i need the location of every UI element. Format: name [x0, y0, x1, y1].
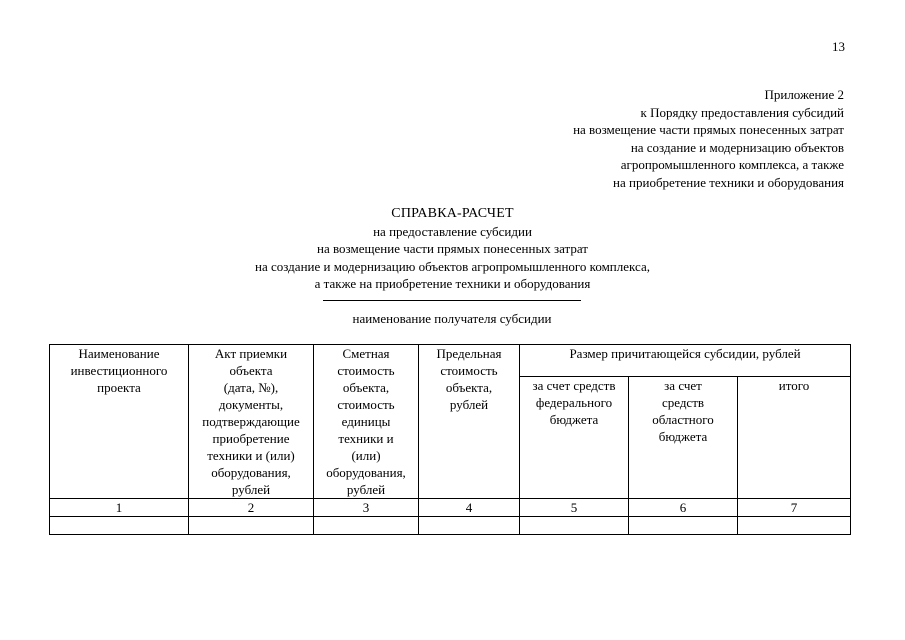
- title-line: на возмещение части прямых понесенных затрат: [317, 241, 588, 256]
- recipient-caption: наименование получателя субсидии: [352, 311, 552, 326]
- table-cell: [189, 517, 314, 535]
- column-number: 6: [629, 499, 738, 517]
- column-number: 2: [189, 499, 314, 517]
- header-limit-cost: Предельная стоимость объекта, рублей: [419, 345, 520, 499]
- table-cell: [520, 517, 629, 535]
- column-number: 5: [520, 499, 629, 517]
- title-line: а также на приобретение техники и оборудования: [314, 276, 591, 291]
- appendix-line: к Порядку предоставления субсидий: [640, 104, 844, 120]
- document-title: СПРАВКА-РАСЧЕТ: [391, 206, 514, 221]
- header-federal-budget: за счет средств федерального бюджета: [520, 376, 629, 498]
- appendix-header: [573, 86, 844, 191]
- appendix-line: Приложение 2: [764, 87, 844, 102]
- table-cell: [419, 517, 520, 535]
- table-header-row: [50, 345, 851, 377]
- calculation-table: [49, 344, 851, 535]
- header-acceptance-act: Акт приемки объекта (дата, №), документы, подтверждающие приобретение техники и (или) оборудования, рублей: [189, 345, 314, 499]
- header-estimated-cost: Сметная стоимость объекта, стоимость единицы техники и (или) оборудования, рублей: [314, 345, 419, 499]
- page-number: 13: [832, 39, 845, 54]
- column-number: 4: [419, 499, 520, 517]
- recipient-field: [323, 300, 581, 327]
- table-row: [50, 517, 851, 535]
- appendix-line: на создание и модернизацию объектов: [630, 139, 844, 155]
- title-line: на создание и модернизацию объектов агропромышленного комплекса,: [255, 258, 650, 274]
- table-cell: [629, 517, 738, 535]
- recipient-underline: [323, 300, 581, 301]
- column-number: 3: [314, 499, 419, 517]
- table-cell: [50, 517, 189, 535]
- header-subsidy-group: Размер причитающейся субсидии, рублей: [520, 345, 851, 377]
- column-number: 1: [50, 499, 189, 517]
- appendix-line: на приобретение техники и оборудования: [613, 174, 844, 190]
- appendix-line: на возмещение части прямых понесенных затрат: [573, 122, 844, 137]
- table-cell: [314, 517, 419, 535]
- column-number: 7: [738, 499, 851, 517]
- column-number-row: [50, 499, 851, 517]
- header-project-name: Наименование инвестиционного проекта: [50, 345, 189, 499]
- header-total: итого: [738, 376, 851, 498]
- document-title-block: [0, 205, 905, 293]
- header-regional-budget: за счет средств областного бюджета: [629, 376, 738, 498]
- appendix-line: агропромышленного комплекса, а также: [620, 157, 844, 172]
- title-line: на предоставление субсидии: [373, 223, 532, 239]
- table-cell: [738, 517, 851, 535]
